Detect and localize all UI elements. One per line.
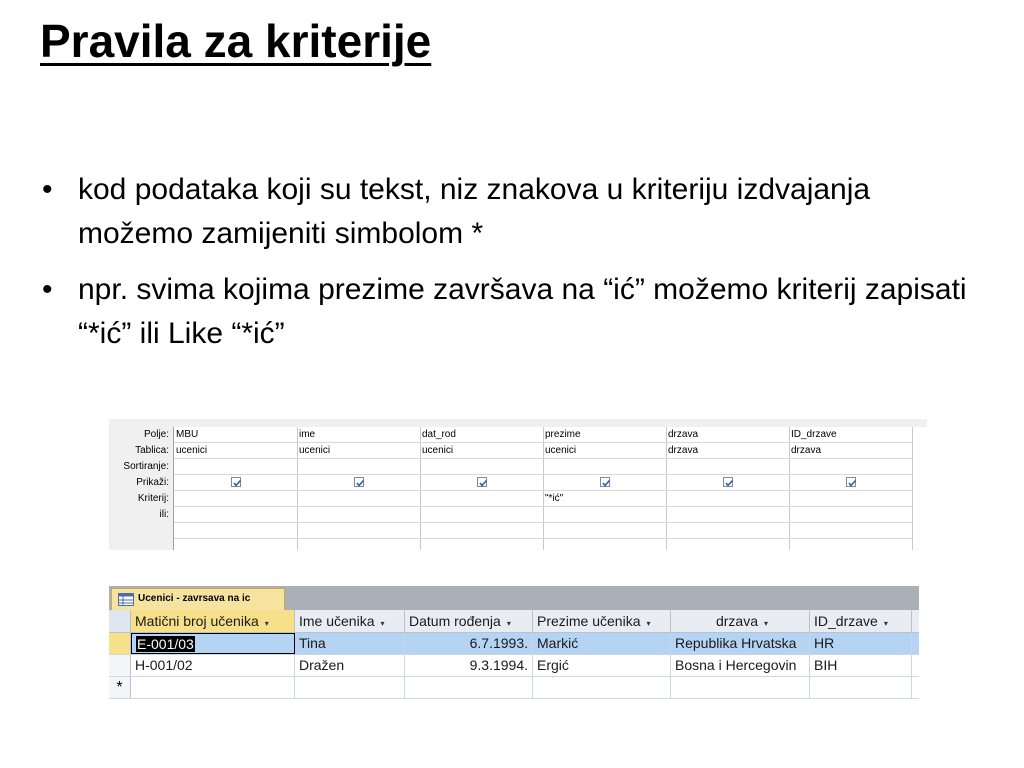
datasheet-view (109, 586, 919, 704)
grid-cell-criteria[interactable]: "*ić" (543, 491, 666, 507)
grid-cell-sort[interactable] (174, 459, 297, 475)
row-label-table: Tablica: (135, 445, 169, 456)
grid-cell-sort[interactable] (666, 459, 789, 475)
grid-cell-table[interactable]: ucenici (543, 443, 666, 459)
grid-cell-or[interactable] (789, 507, 912, 523)
checkbox-checked-icon[interactable] (477, 477, 487, 487)
row-label-field: Polje: (143, 429, 169, 440)
table-cell[interactable] (131, 677, 295, 698)
row-label-show: Prikaži: (136, 477, 169, 488)
column-header-label: Matični broj učenika (135, 613, 259, 629)
table-cell[interactable] (295, 677, 405, 698)
grid-cell-sort[interactable] (543, 459, 666, 475)
column-header[interactable] (405, 610, 533, 632)
column-header-row (109, 610, 919, 633)
column-header[interactable] (810, 610, 912, 632)
grid-cell-field[interactable]: drzava (666, 427, 789, 443)
grid-cell-table[interactable]: ucenici (420, 443, 543, 459)
checkbox-checked-icon[interactable] (231, 477, 241, 487)
grid-column-1 (174, 427, 298, 550)
column-header-label: Prezime učenika (537, 613, 641, 629)
grid-cell-field[interactable]: ime (297, 427, 420, 443)
grid-column-6 (789, 427, 913, 550)
column-header-label: drzava (715, 613, 758, 629)
bullet-dot: • (42, 173, 53, 206)
dropdown-arrow-icon[interactable]: ▾ (380, 619, 385, 628)
table-cell[interactable] (405, 677, 533, 698)
document-tab-bar (109, 586, 919, 610)
bullet-text: npr. svima kojima prezime završava na “ić” možemo kriterij zapisati “*ić” ili Like “*ić” (78, 273, 967, 350)
grid-cell-empty[interactable] (174, 523, 297, 539)
checkbox-checked-icon[interactable] (600, 477, 610, 487)
dropdown-arrow-icon[interactable]: ▾ (764, 619, 769, 628)
row-selector[interactable] (109, 655, 131, 676)
bullet-item (40, 268, 980, 356)
show-checkbox-cell[interactable] (789, 475, 912, 491)
grid-cell-or[interactable] (174, 507, 297, 523)
grid-cell-table[interactable]: ucenici (174, 443, 297, 459)
table-cell[interactable] (131, 633, 295, 654)
grid-cell-empty[interactable] (297, 523, 420, 539)
show-checkbox-cell[interactable] (174, 475, 297, 491)
table-cell[interactable]: BIH (810, 655, 912, 676)
grid-cell-or[interactable] (543, 507, 666, 523)
table-row[interactable] (109, 655, 919, 677)
bullet-dot: • (42, 273, 53, 306)
table-cell[interactable]: HR (810, 633, 912, 654)
grid-cell-empty[interactable] (666, 523, 789, 539)
dropdown-arrow-icon[interactable]: ▾ (506, 619, 511, 628)
show-checkbox-cell[interactable] (543, 475, 666, 491)
bullet-item (40, 168, 980, 256)
grid-cell-empty[interactable] (420, 523, 543, 539)
grid-cell-sort[interactable] (297, 459, 420, 475)
grid-cell-table[interactable]: ucenici (297, 443, 420, 459)
table-cell[interactable]: Markić (533, 633, 671, 654)
table-row[interactable] (109, 633, 919, 655)
grid-cell-criteria[interactable] (174, 491, 297, 507)
table-cell[interactable]: H-001/02 (131, 655, 295, 676)
query-tab[interactable] (111, 588, 285, 610)
table-cell[interactable]: Bosna i Hercegovin (671, 655, 810, 676)
show-checkbox-cell[interactable] (297, 475, 420, 491)
query-tab-label: Ucenici - zavrsava na ic (138, 593, 251, 604)
table-cell[interactable]: Tina (295, 633, 405, 654)
grid-cell-or[interactable] (666, 507, 789, 523)
grid-cell-table[interactable]: drzava (789, 443, 912, 459)
grid-column-3 (420, 427, 544, 550)
grid-columns (173, 427, 927, 550)
select-all-corner[interactable] (109, 610, 131, 632)
column-header[interactable] (533, 610, 671, 632)
checkbox-checked-icon[interactable] (354, 477, 364, 487)
grid-cell-or[interactable] (420, 507, 543, 523)
grid-row-labels (109, 427, 173, 523)
row-label-sort: Sortiranje: (123, 461, 169, 472)
grid-cell-field[interactable]: ID_drzave (789, 427, 912, 443)
table-cell[interactable] (810, 677, 912, 698)
table-cell[interactable]: 9.3.1994. (405, 655, 533, 676)
column-header-label: Datum rođenja (409, 613, 501, 629)
grid-cell-field[interactable]: dat_rod (420, 427, 543, 443)
table-cell[interactable] (671, 677, 810, 698)
bullet-text: kod podataka koji su tekst, niz znakova u kriteriju izdvajanja možemo zamijeniti simbolom * (78, 173, 871, 250)
grid-column-4 (543, 427, 667, 550)
row-label-criteria: Kriterij: (137, 493, 169, 504)
query-design-grid (109, 419, 927, 550)
bullet-list (40, 168, 980, 368)
grid-column-empty (912, 427, 927, 550)
checkbox-checked-icon[interactable] (723, 477, 733, 487)
table-cell[interactable]: Ergić (533, 655, 671, 676)
table-cell[interactable] (533, 677, 671, 698)
table-cell[interactable]: Republika Hrvatska (671, 633, 810, 654)
checkbox-checked-icon[interactable] (846, 477, 856, 487)
grid-column-5 (666, 427, 790, 550)
column-header[interactable] (671, 610, 810, 632)
grid-cell-criteria[interactable] (789, 491, 912, 507)
column-header-label: ID_drzave (814, 613, 878, 629)
row-label-or: ili: (159, 509, 169, 520)
grid-cell-or[interactable] (297, 507, 420, 523)
grid-cell-table[interactable]: drzava (666, 443, 789, 459)
dropdown-arrow-icon[interactable]: ▾ (646, 619, 651, 628)
row-selector[interactable] (109, 633, 131, 654)
grid-cell-empty[interactable] (789, 523, 912, 539)
grid-cell-sort[interactable] (789, 459, 912, 475)
grid-cell-empty[interactable] (543, 523, 666, 539)
grid-column-2 (297, 427, 421, 550)
grid-cell-criteria[interactable] (420, 491, 543, 507)
grid-cell-field[interactable]: MBU (174, 427, 297, 443)
grid-cell-field[interactable]: prezime (543, 427, 666, 443)
grid-cell-criteria[interactable] (666, 491, 789, 507)
table-cell[interactable]: 6.7.1993. (405, 633, 533, 654)
row-selector[interactable]: * (109, 677, 131, 698)
column-header[interactable] (131, 610, 295, 632)
table-cell[interactable]: Dražen (295, 655, 405, 676)
column-header-label: Ime učenika (299, 613, 375, 629)
dropdown-arrow-icon[interactable]: ▾ (264, 619, 269, 628)
new-record-row[interactable] (109, 677, 919, 699)
show-checkbox-cell[interactable] (666, 475, 789, 491)
column-header[interactable] (295, 610, 405, 632)
slide-title: Pravila za kriterije (40, 15, 432, 67)
grid-cell-sort[interactable] (420, 459, 543, 475)
grid-cell-criteria[interactable] (297, 491, 420, 507)
grid-top-strip (109, 419, 927, 427)
selected-cell-text: E-001/03 (137, 636, 194, 652)
dropdown-arrow-icon[interactable]: ▾ (883, 619, 888, 628)
show-checkbox-cell[interactable] (420, 475, 543, 491)
